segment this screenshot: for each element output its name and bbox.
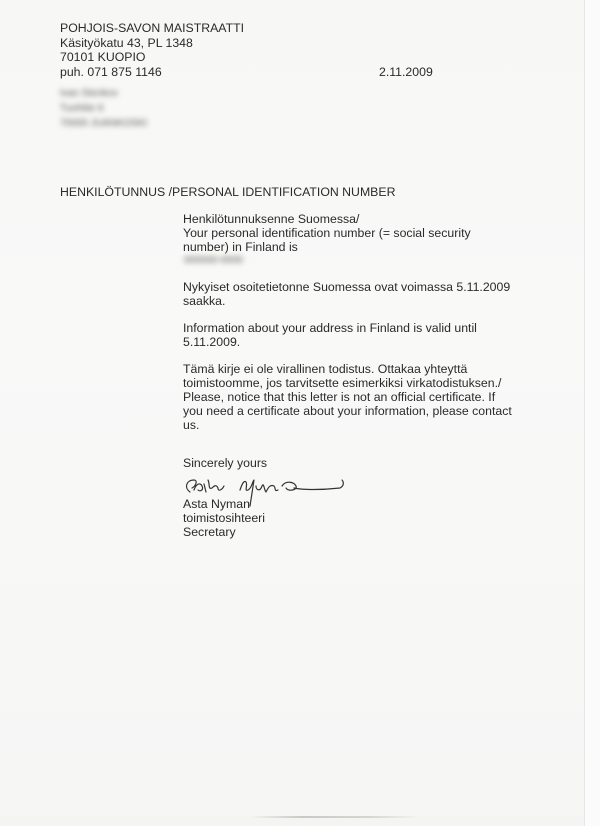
letter-subject: HENKILÖTUNNUS /PERSONAL IDENTIFICATION NUMBER (60, 185, 396, 199)
sender-organization: POHJOIS-SAVON MAISTRAATTI (60, 21, 245, 35)
sender-postal: 70101 KUOPIO (60, 50, 146, 64)
notice-line: you need a certificate about your information, please contact (183, 404, 512, 418)
id-intro-line: number) in Finland is (183, 240, 298, 254)
sender-street: Käsityökatu 43, PL 1348 (60, 36, 193, 50)
id-intro-line: Your personal identification number (= social security (183, 226, 471, 240)
recipient-line: Tuohitie 6 (60, 103, 104, 114)
signer-title-fi: toimistosihteeri (183, 511, 266, 525)
page-edge (584, 0, 600, 826)
signer-title-en: Secretary (183, 525, 236, 539)
notice-line: Please, notice that this letter is not an official certificate. If (183, 390, 496, 404)
signer-name: Asta Nyman (183, 497, 250, 511)
sender-phone: puh. 071 875 1146 (60, 65, 162, 79)
recipient-line: Ivan Stenkov (60, 88, 118, 99)
recipient-line: 70000 JUANKOSKI (60, 118, 148, 129)
id-intro-line: Henkilötunnuksenne Suomessa/ (183, 212, 360, 226)
address-fi-line: saakka. (183, 294, 226, 308)
notice-line: Tämä kirje ei ole virallinen todistus. Ottakaa yhteyttä (183, 362, 468, 376)
notice-line: toimistoomme, jos tarvitsette esimerkiksi virkatodistuksen./ (183, 376, 502, 390)
page-shadow (250, 816, 420, 818)
letter-date: 2.11.2009 (379, 65, 433, 79)
notice-line: us. (183, 418, 200, 432)
closing-salutation: Sincerely yours (183, 456, 268, 470)
id-number-redacted: 000000-0000 (184, 255, 243, 266)
address-fi-line: Nykyiset osoitetietonne Suomessa ovat voimassa 5.11.2009 (183, 280, 511, 294)
address-en-line: 5.11.2009. (183, 335, 241, 349)
address-en-line: Information about your address in Finland is valid until (183, 321, 477, 335)
